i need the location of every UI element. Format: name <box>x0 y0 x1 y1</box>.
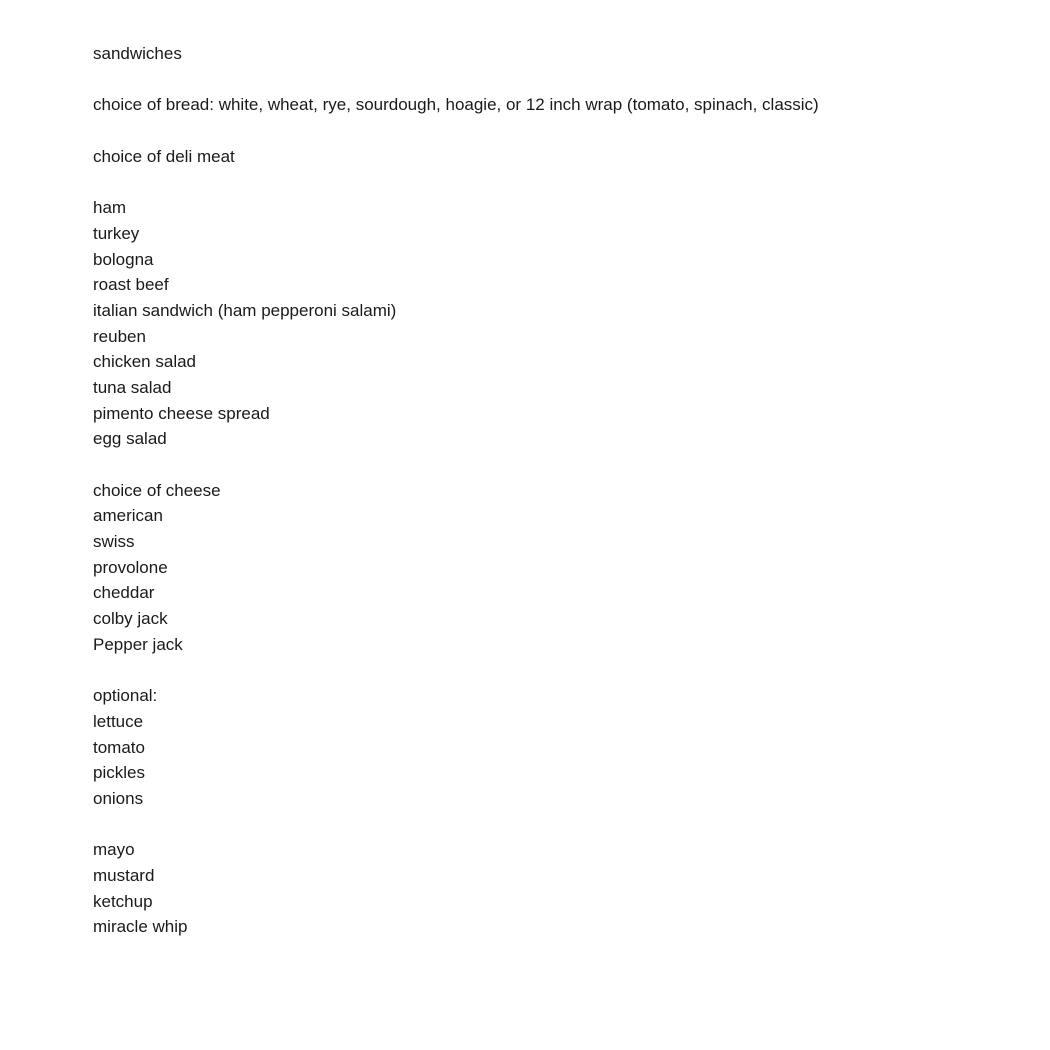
optional-heading: optional: <box>93 686 158 706</box>
list-item: italian sandwich (ham pepperoni salami) <box>93 300 397 320</box>
list-item: tomato <box>93 737 145 757</box>
list-item: lettuce <box>93 711 144 731</box>
spacer <box>93 812 993 838</box>
list-item: tuna salad <box>93 377 172 397</box>
list-item: egg salad <box>93 429 167 449</box>
spacer <box>93 67 993 93</box>
list-item: pimento cheese spread <box>93 403 270 423</box>
optional-list <box>93 709 993 812</box>
list-item: roast beef <box>93 275 169 295</box>
cheese-heading: choice of cheese <box>93 480 221 500</box>
list-item: colby jack <box>93 609 168 629</box>
list-item: ketchup <box>93 891 153 911</box>
bread-choice: choice of bread: white, wheat, rye, sourdough, hoagie, or 12 inch wrap (tomato, spinach, classic) <box>93 95 819 115</box>
list-item: Pepper jack <box>93 634 183 654</box>
list-item: bologna <box>93 249 154 269</box>
list-item: cheddar <box>93 583 155 603</box>
list-item: onions <box>93 788 144 808</box>
list-item: mayo <box>93 840 135 860</box>
condiment-list <box>93 837 993 940</box>
spacer <box>93 658 993 684</box>
cheese-list <box>93 503 993 657</box>
document-title: sandwiches <box>93 44 182 63</box>
meat-list <box>93 195 993 452</box>
spacer <box>93 118 993 144</box>
spacer <box>93 452 993 478</box>
list-item: pickles <box>93 763 145 783</box>
list-item: swiss <box>93 532 135 552</box>
list-item: american <box>93 506 163 526</box>
meat-heading: choice of deli meat <box>93 146 235 166</box>
document-page <box>93 41 993 940</box>
list-item: mustard <box>93 866 155 885</box>
spacer <box>93 169 993 195</box>
list-item: turkey <box>93 223 140 243</box>
list-item: miracle whip <box>93 917 188 937</box>
list-item: provolone <box>93 557 168 577</box>
list-item: reuben <box>93 326 146 346</box>
list-item: chicken salad <box>93 352 197 372</box>
list-item: ham <box>93 198 127 218</box>
